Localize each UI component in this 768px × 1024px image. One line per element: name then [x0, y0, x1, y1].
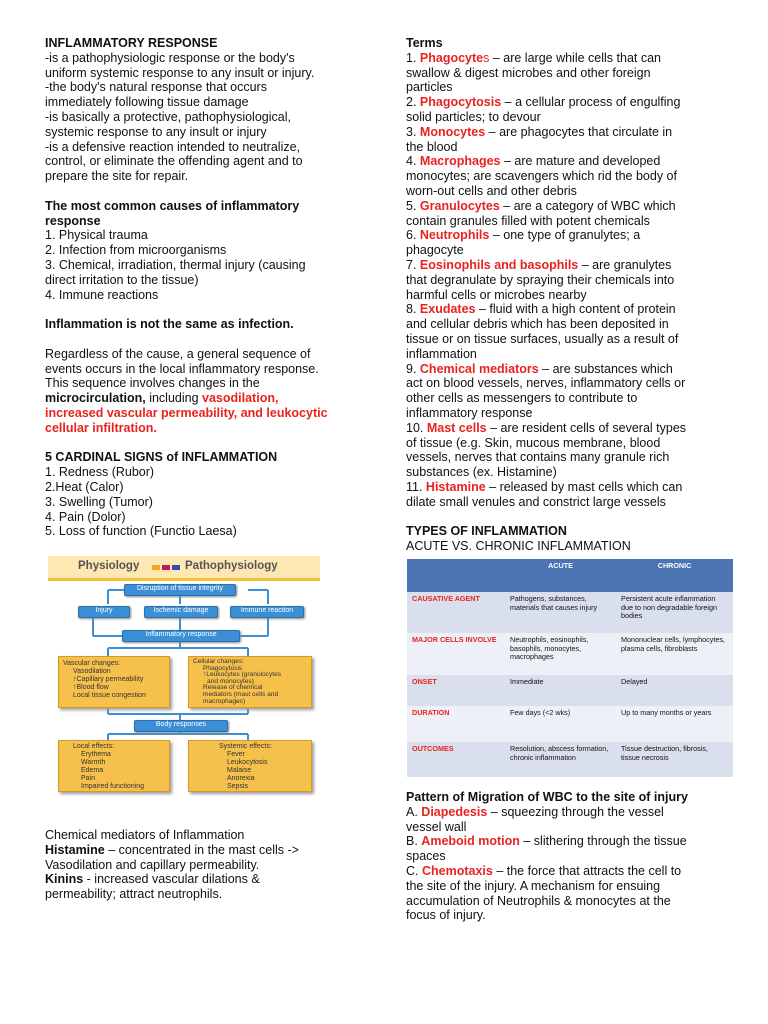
term-definition-cont: harmful cells or microbes nearby	[406, 287, 587, 302]
cellular-item: macrophages)	[203, 697, 246, 705]
pattern-definition-cont: the site of the injury. A mechanism for ensuing	[406, 878, 661, 893]
term-definition-cont: inflammatory response	[406, 405, 533, 420]
pattern-term: Chemotaxis	[421, 863, 493, 878]
terms-title: Terms	[406, 36, 443, 50]
inflammatory-box: Inflammatory response	[122, 630, 240, 642]
sign-item: 4. Pain (Dolor)	[45, 509, 126, 524]
causes-title-cont: response	[45, 213, 101, 228]
term-definition-cont: solid particles; to devour	[406, 109, 541, 124]
term-name: Exudates	[419, 302, 476, 317]
term-number: 2.	[406, 95, 420, 110]
pattern-title: Pattern of Migration of WBC to the site of injury	[406, 790, 688, 804]
table-row	[407, 592, 733, 633]
pattern-section	[406, 790, 731, 923]
term-definition: – are resident cells of several types	[486, 420, 687, 435]
table-cell-acute: Pathogens, substances, materials that causes injury	[505, 592, 616, 633]
term-definition-cont: particles	[406, 80, 453, 95]
term-definition: – are large while cells that can	[489, 50, 661, 65]
types-title: TYPES OF INFLAMMATION	[406, 524, 567, 539]
table-header-cell: CHRONIC	[616, 559, 733, 592]
term-definition-cont: vessels, nerves that contains many granule rich	[406, 450, 670, 465]
term-number: 5.	[406, 198, 420, 213]
section-title-inflammatory-response: INFLAMMATORY RESPONSE	[45, 36, 218, 50]
pattern-definition-cont: accumulation of Neutrophils & monocytes at the	[406, 893, 671, 908]
term-name: Macrophages	[419, 154, 501, 169]
vascular-item: Vasodilation	[73, 668, 111, 675]
term-definition: – fluid with a high content of protein	[475, 302, 676, 317]
pattern-definition: – slithering through the tissue	[519, 834, 687, 849]
term-definition: – are phagocytes that circulate in	[485, 124, 673, 139]
systemic-item: Leukocytosis	[227, 759, 268, 766]
term-definition: – are a category of WBC which	[499, 198, 676, 213]
term-name-tail: s	[483, 50, 490, 65]
term-item	[406, 95, 731, 110]
histamine-def-cont: Vasodilation and capillary permeability.	[45, 857, 260, 872]
kinins-term: Kinins	[45, 872, 84, 887]
ischemic-box: Ischemic damage	[144, 606, 218, 618]
local-item: Pain	[81, 775, 96, 782]
term-number: 9.	[406, 361, 420, 376]
term-definition-cont: monocytes; are scavengers which rid the body of	[406, 169, 677, 184]
term-item	[406, 125, 731, 140]
intro-line: -the body's natural response that occurs	[45, 80, 267, 95]
term-definition-cont: phagocyte	[406, 243, 464, 258]
term-definition-cont: worn-out cells and other debris	[406, 183, 577, 198]
vascular-item: Local tissue congestion	[73, 692, 146, 699]
intro-line: control, or eliminate the offending agent and to	[45, 154, 303, 169]
pattern-letter: A.	[406, 804, 422, 819]
pattern-definition-cont: focus of injury.	[406, 908, 486, 923]
term-definition: – are mature and developed	[500, 154, 661, 169]
pattern-item	[406, 834, 731, 849]
term-item	[406, 480, 731, 495]
table-cell-label: CAUSATIVE AGENT	[407, 592, 505, 633]
pattern-term: Ameboid motion	[421, 834, 520, 849]
term-item	[406, 362, 731, 377]
histamine-def: – concentrated in the mast cells ->	[104, 842, 299, 857]
term-definition-cont: of tissue (e.g. Skin, mucous membrane, blood	[406, 435, 661, 450]
table-row	[407, 675, 733, 706]
pattern-list	[406, 805, 731, 923]
cellular-item: Release of chemical	[203, 684, 263, 692]
kinins-def: - increased vascular dilations &	[83, 872, 260, 887]
pattern-letter: C.	[406, 863, 422, 878]
term-definition: – are substances which	[538, 361, 673, 376]
pattern-definition: – the force that attracts the cell to	[492, 863, 682, 878]
table-cell-chronic: Tissue destruction, fibrosis, tissue necrosis	[616, 742, 733, 777]
pattern-definition-cont: spaces	[406, 849, 446, 864]
table-cell-label: DURATION	[407, 706, 505, 742]
regardless-line: events occurs in the local inflammatory response.	[45, 361, 319, 376]
local-item: Edema	[81, 767, 104, 774]
term-name: Mast cells	[426, 420, 487, 435]
term-item	[406, 51, 731, 66]
table-cell-acute: Resolution, abscess formation, chronic inflammation	[505, 742, 616, 777]
table-cell-chronic: Persistent acute inflammation due to non degradable foreign bodies	[616, 592, 733, 633]
cause-item: 1. Physical trauma	[45, 228, 148, 243]
systemic-item: Sepsis	[227, 783, 249, 790]
injury-box: Injury	[78, 606, 130, 618]
systemic-item: Malaise	[227, 767, 252, 774]
term-definition-cont: contain granules filled with potent chemicals	[406, 213, 650, 228]
term-number: 4.	[406, 154, 420, 169]
permeability-text: increased vascular permeability, and leukocytic	[45, 405, 328, 420]
term-item	[406, 199, 731, 214]
term-definition-cont: the blood	[406, 139, 458, 154]
not-same-statement: Inflammation is not the same as infection.	[45, 317, 294, 332]
term-definition-cont: act on blood vessels, nerves, inflammatory cells or	[406, 376, 686, 391]
term-number: 7.	[406, 257, 420, 272]
term-definition-cont: inflammation	[406, 346, 477, 361]
microcirculation-term: microcirculation,	[45, 391, 146, 406]
cause-item: 3. Chemical, irradiation, thermal injury (causing	[45, 257, 306, 272]
table-cell-chronic: Delayed	[616, 675, 733, 706]
table-header-cell	[407, 559, 505, 592]
cellular-item: and monocytes)	[207, 677, 254, 685]
intro-line: -is a pathophysiologic response or the body's	[45, 50, 295, 65]
local-item: Warmth	[81, 759, 106, 766]
term-name: Histamine	[425, 479, 486, 494]
cellular-changes-box	[188, 656, 312, 708]
term-name: Monocytes	[419, 124, 486, 139]
table-cell-chronic: Up to many months or years	[616, 706, 733, 742]
table-cell-acute: Neutrophils, eosinophils, basophils, monocytes, macrophages	[505, 633, 616, 675]
term-number: 11.	[406, 479, 426, 494]
table-header-row	[407, 559, 733, 592]
systemic-heading: Systemic effects:	[219, 743, 272, 750]
cellular-item: mediators (mast cells and	[203, 690, 279, 698]
term-definition-cont: and cellular debris which has been deposited in	[406, 317, 669, 332]
term-definition-cont: substances (ex. Histamine)	[406, 465, 557, 480]
local-effects-box	[58, 740, 170, 792]
acute-chronic-table	[407, 559, 733, 777]
pattern-definition: – squeezing through the vessel	[487, 804, 664, 819]
cellular-item: Phagocytosis	[203, 664, 243, 672]
table-cell-acute: Immediate	[505, 675, 616, 706]
vascular-changes-box	[58, 656, 170, 708]
sign-item: 5. Loss of function (Functio Laesa)	[45, 524, 237, 539]
systemic-item: Fever	[227, 751, 245, 758]
term-number: 1.	[406, 50, 420, 65]
kinins-def-cont: permeability; attract neutrophils.	[45, 887, 223, 902]
cellular-item: ↑Leukocytes (granulocytes	[203, 671, 282, 679]
term-item	[406, 302, 731, 317]
kinins-line	[45, 872, 360, 887]
vasodilation-term: vasodilation,	[202, 391, 279, 406]
systemic-effects-box	[188, 740, 312, 792]
sign-item: 3. Swelling (Tumor)	[45, 494, 153, 509]
vascular-heading: Vascular changes:	[63, 660, 121, 667]
term-definition-cont: dilate small venules and constrict large vessels	[406, 494, 666, 509]
types-subtitle: ACUTE VS. CHRONIC INFLAMMATION	[406, 539, 631, 554]
intro-line: uniform systemic response to any insult or injury.	[45, 65, 315, 80]
term-name: Phagocyte	[419, 50, 484, 65]
causes-title: The most common causes of inflammatory	[45, 198, 300, 213]
term-definition: – one type of granulytes; a	[489, 228, 641, 243]
vascular-item: ↑Blood flow	[73, 684, 109, 691]
systemic-item: Anorexia	[227, 775, 255, 782]
term-number: 3.	[406, 124, 420, 139]
term-name: Phagocytosis	[419, 95, 502, 110]
terms-list	[406, 51, 731, 510]
pattern-item	[406, 805, 731, 820]
term-name: Chemical mediators	[419, 361, 539, 376]
term-item	[406, 228, 731, 243]
regardless-line: This sequence involves changes in the	[45, 376, 260, 391]
mediators-title: Chemical mediators of Inflammation	[45, 828, 245, 842]
table-row	[407, 633, 733, 675]
vascular-item: ↑Capillary permeability	[73, 676, 144, 683]
term-number: 10.	[406, 420, 427, 435]
table-row	[407, 706, 733, 742]
intro-line: immediately following tissue damage	[45, 95, 249, 110]
table-cell-acute: Few days (<2 wks)	[505, 706, 616, 742]
pattern-term: Diapedesis	[421, 804, 488, 819]
term-name: Neutrophils	[419, 228, 490, 243]
table-cell-label: MAJOR CELLS INVOLVE	[407, 633, 505, 675]
cardinal-signs-title: 5 CARDINAL SIGNS of INFLAMMATION	[45, 450, 278, 465]
term-item	[406, 421, 731, 436]
cellular-heading: Cellular changes:	[193, 658, 244, 665]
cause-item: 2. Infection from microorganisms	[45, 243, 227, 258]
histamine-term: Histamine	[45, 842, 105, 857]
term-item	[406, 154, 731, 169]
microcirculation-line	[45, 391, 360, 406]
diagram-title-physiology: Physiology	[78, 560, 140, 572]
local-heading: Local effects:	[73, 743, 115, 750]
term-definition-cont: tissue or on tissue surfaces, usually as a result of	[406, 331, 679, 346]
table-cell-label: ONSET	[407, 675, 505, 706]
body-responses-box: Body responses	[134, 720, 228, 732]
right-column	[406, 36, 731, 554]
left-column	[45, 36, 360, 539]
histamine-line	[45, 843, 360, 858]
term-definition-cont: that degranulate by spraying their chemicals into	[406, 272, 675, 287]
intro-line: -is a defensive reaction intended to neutralize,	[45, 139, 301, 154]
intro-line: prepare the site for repair.	[45, 169, 189, 184]
table-row	[407, 742, 733, 777]
mediators-section	[45, 828, 360, 902]
sign-item: 2.Heat (Calor)	[45, 479, 124, 494]
term-number: 8.	[406, 302, 420, 317]
physiology-diagram	[48, 556, 320, 796]
table-cell-chronic: Mononuclear cells, lymphocytes, plasma cells, fibroblasts	[616, 633, 733, 675]
sign-item: 1. Redness (Rubor)	[45, 465, 155, 480]
term-name: Eosinophils and basophils	[419, 257, 579, 272]
pattern-definition-cont: vessel wall	[406, 819, 467, 834]
table-header-cell: ACUTE	[505, 559, 616, 592]
pattern-letter: B.	[406, 834, 422, 849]
local-item: Impaired functioning	[81, 783, 145, 790]
immune-box: Immune reaction	[230, 606, 304, 618]
cause-item: direct irritation to the tissue)	[45, 272, 199, 287]
term-definition: – released by mast cells which can	[485, 479, 683, 494]
disruption-box: Disruption of tissue integrity	[124, 584, 236, 596]
local-item: Erythema	[81, 751, 111, 758]
term-name: Granulocytes	[419, 198, 500, 213]
term-definition: – are granulytes	[578, 257, 672, 272]
pattern-item	[406, 864, 731, 879]
term-number: 6.	[406, 228, 420, 243]
intro-line: systemic response to any insult or injury	[45, 124, 267, 139]
term-definition: – a cellular process of engulfing	[501, 95, 681, 110]
including-text: including	[145, 391, 203, 406]
diagram-title-pathophysiology: Pathophysiology	[185, 560, 278, 572]
intro-line: -is basically a protective, pathophysiological,	[45, 109, 291, 124]
infiltration-text: cellular infiltration.	[45, 420, 157, 435]
table-cell-label: OUTCOMES	[407, 742, 505, 777]
term-definition-cont: swallow & digest microbes and other foreign	[406, 65, 651, 80]
cause-item: 4. Immune reactions	[45, 287, 159, 302]
regardless-line: Regardless of the cause, a general sequence of	[45, 346, 311, 361]
term-item	[406, 258, 731, 273]
term-definition-cont: other cells as messengers to contribute to	[406, 391, 638, 406]
